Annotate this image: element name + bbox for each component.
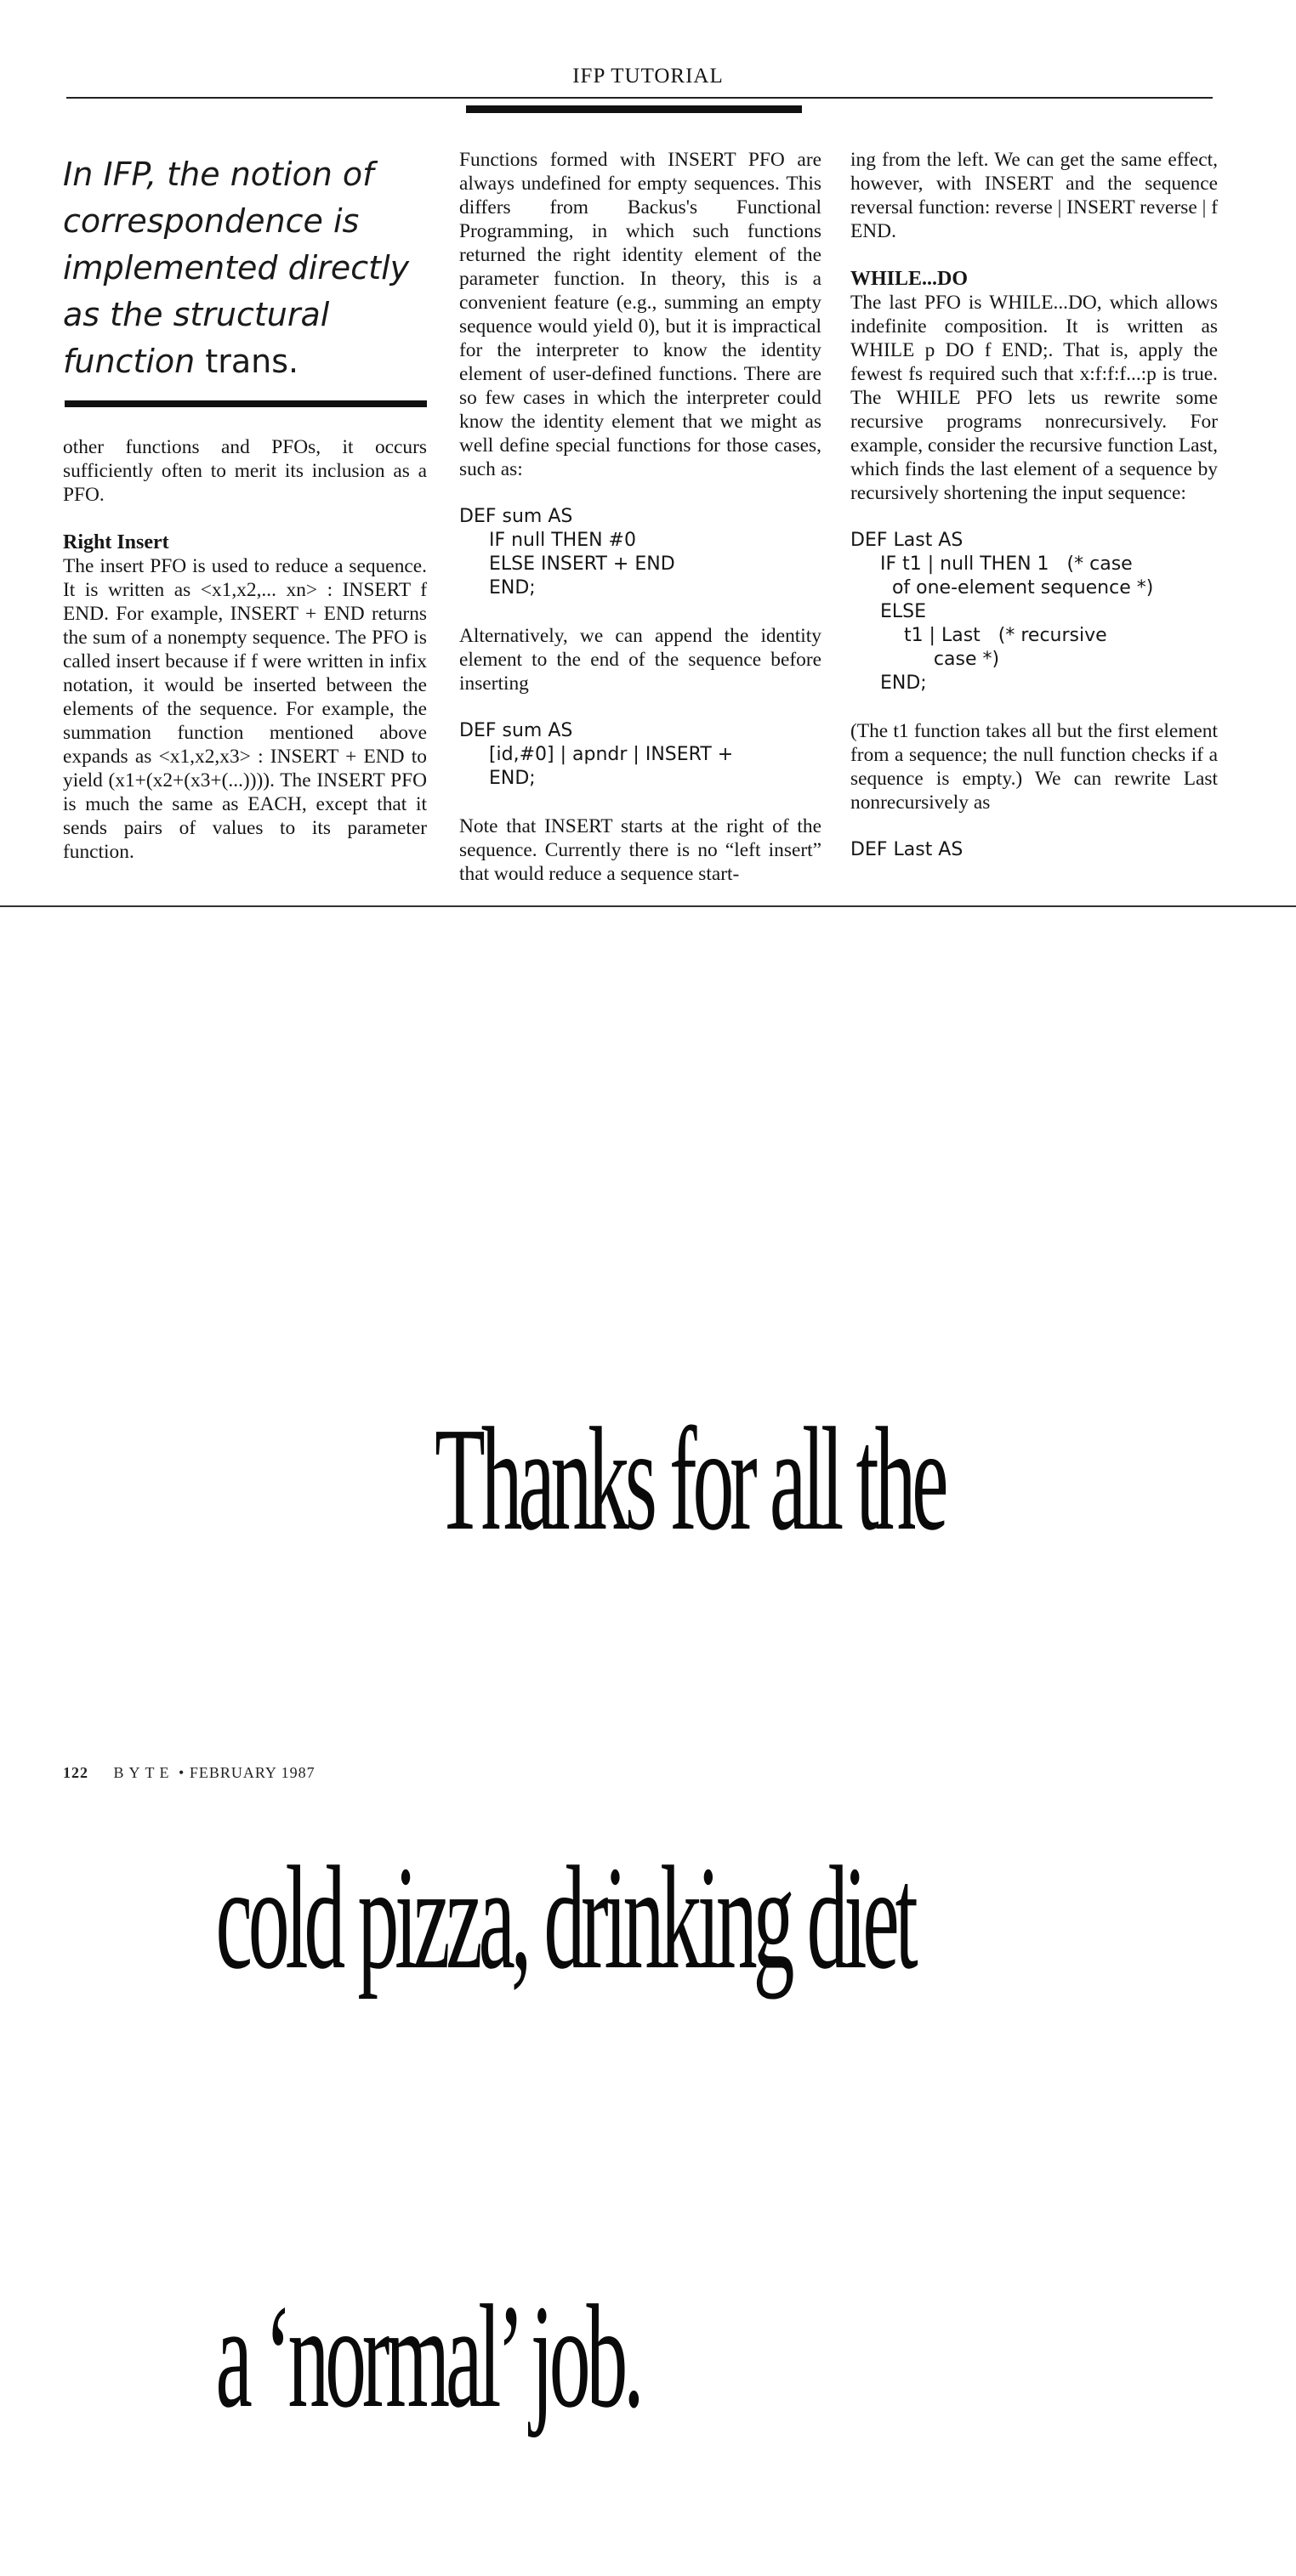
column-1 [63,435,427,864]
pull-quote-text: In IFP, the notion of correspondence is implemented directly as the structural function [63,156,410,380]
pull-quote-rule [65,400,427,407]
issue-date: FEBRUARY 1987 [189,1764,315,1781]
column-2 [459,148,821,886]
headline-line: Thanks for all the [435,1397,945,1561]
ad-headline [128,1114,945,2576]
ad-divider [0,905,1296,907]
page-number: 122 [63,1764,88,1781]
paragraph: Alternatively, we can append the identity element to the end of the sequence before inserting [459,625,821,695]
code-block: DEF sum AS IF null THEN #0 ELSE INSERT + END END; [459,506,675,599]
pull-quote [63,151,429,385]
pull-quote-tail: trans. [205,343,299,380]
paragraph: ing from the left. We can get the same effect, however, with INSERT and the sequence reversal function: reverse | INSERT reverse | f END. [850,149,1218,242]
running-head: IFP TUTORIAL [572,65,724,88]
paragraph: The insert PFO is used to reduce a sequence. It is written as <x1,x2,... xn> : INSERT f END. For example, INSERT + END returns the sum of a nonempty sequence. The PFO is called insert because if f were written in infix notation, it would be inserted between the elements of the sequence. For example, the summation function mentioned above expands as <x1,x2,x3> : INSERT + END to yield (x1+(x2+(x3+(...)))). The INSERT PFO is much the same as EACH, except that it sends pairs of values to its parameter function. [63,555,427,863]
code-block: DEF sum AS [id,#0] | apndr | INSERT + END; [459,720,734,789]
code-block: DEF Last AS [850,839,963,860]
section-heading: WHILE...DO [850,268,969,290]
section-heading: Right Insert [63,531,169,553]
code-block: DEF Last AS IF t1 | null THEN 1 (* case of one-element sequence *) ELSE t1 | Last (* recursive case *) END; [850,530,1154,694]
headline-line: a ‘normal’ job. [215,2274,640,2438]
magazine-name: BYTE [113,1764,174,1781]
headline-line: cold pizza, drinking diet [215,1836,914,2000]
header-rule [66,97,1213,99]
header-bar [466,105,802,113]
folio [63,1764,315,1782]
paragraph: other functions and PFOs, it occurs sufficiently often to merit its inclusion as a PFO. [63,436,427,506]
paragraph: The last PFO is WHILE...DO, which allows indefinite composition. It is written as WHILE p DO f END;. That is, apply the fewest fs required such that x:f:f:f...:p is true. The WHILE PFO lets us rewrite some recursive programs nonrecursively. For example, consider the recursive function Last, which finds the last element of a sequence by recursively shortening the input sequence: [850,292,1218,504]
paragraph: Functions formed with INSERT PFO are always undefined for empty sequences. This differs from Backus's Functional Programming, in which such functions returned the right identity element of the parameter function. In theory, this is a convenient feature (e.g., summing an empty sequence would yield 0), but it is impractical for the interpreter to know the identity element of user-defined functions. There are so few cases in which the interpreter could know the identity element that we might as well define special functions for those cases, such as: [459,149,821,480]
column-3 [850,148,1218,862]
paragraph: (The t1 function takes all but the first element from a sequence; the null function checks if a sequence is empty.) We can rewrite Last nonrecursively as [850,720,1218,814]
folio-separator: • [179,1764,185,1781]
paragraph: Note that INSERT starts at the right of the sequence. Currently there is no “left insert” that would reduce a sequence start- [459,815,821,885]
